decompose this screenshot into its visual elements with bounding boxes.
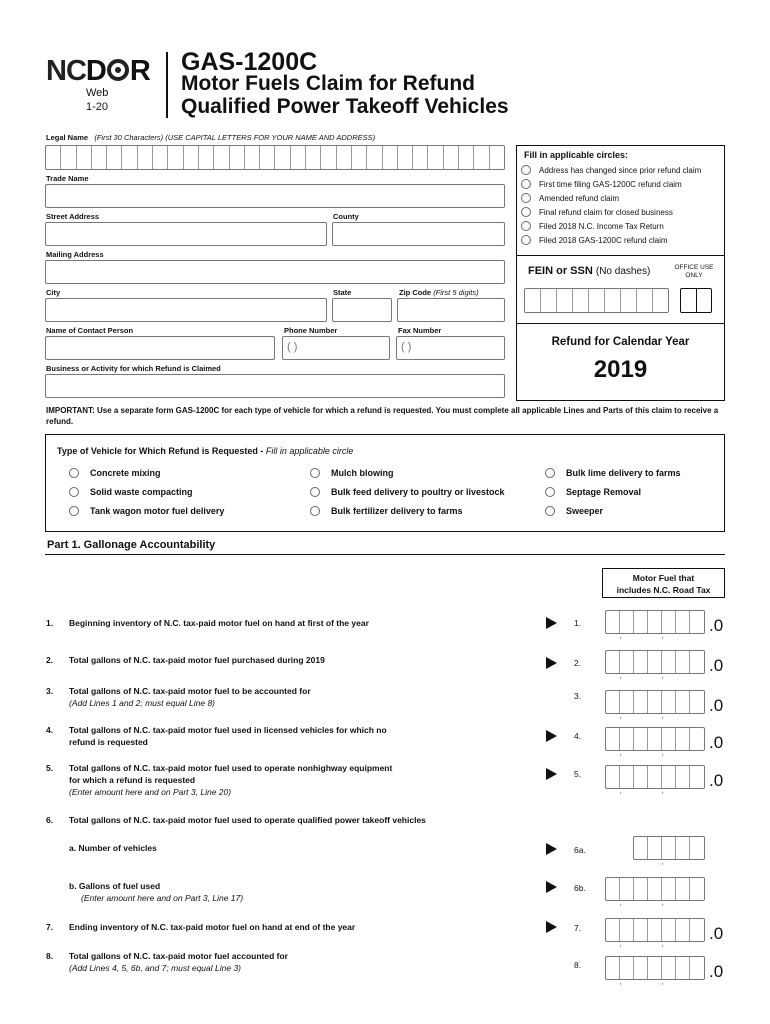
char-cell[interactable] [107, 146, 122, 169]
legal-name-label [46, 133, 375, 142]
radio-circle-icon[interactable] [545, 487, 555, 497]
line-note: (Enter amount here and on Part 3, Line 20) [69, 787, 232, 797]
digit-cell[interactable] [676, 878, 690, 900]
char-cell[interactable] [275, 146, 290, 169]
amount-input[interactable] [605, 650, 705, 674]
digit-cell[interactable] [634, 728, 648, 750]
digit-cell[interactable] [690, 837, 704, 859]
fein-note: (No dashes) [595, 266, 651, 277]
digit-cell[interactable] [690, 766, 704, 788]
ncdor-logo [46, 55, 150, 88]
form-title-line1: Motor Fuels Claim for Refund [181, 72, 475, 95]
digit-cell[interactable] [676, 691, 690, 713]
digit-cell[interactable] [690, 611, 704, 633]
circle-option[interactable] [517, 177, 724, 191]
vehicle-type-note: Fill in applicable circle [265, 446, 354, 456]
char-cell[interactable] [428, 146, 443, 169]
amount-input[interactable] [605, 956, 705, 980]
line-note: (Add Lines 1 and 2; must equal Line 8) [69, 698, 216, 708]
digit-cell[interactable] [676, 728, 690, 750]
char-cell[interactable] [490, 146, 504, 169]
digit-cell[interactable] [620, 691, 634, 713]
radio-circle-icon[interactable] [310, 487, 320, 497]
char-cell[interactable] [321, 146, 336, 169]
radio-circle-icon[interactable] [521, 165, 531, 175]
line-text-main: b. Gallons of fuel used [69, 881, 161, 891]
vehicle-option[interactable] [545, 506, 603, 516]
char-cell[interactable] [367, 146, 382, 169]
line-text: Ending inventory of N.C. tax-paid motor fuel on hand at end of the year [69, 922, 356, 932]
digit-cell[interactable] [690, 919, 704, 941]
logo-o-icon [107, 59, 129, 81]
decimal-zero: .0 [709, 733, 724, 752]
county-input[interactable] [332, 222, 505, 246]
office-use-1: OFFICE USE [674, 264, 714, 271]
digit-cell[interactable] [620, 919, 634, 941]
fein-label [528, 265, 650, 277]
decimal-zero: .0 [709, 771, 724, 790]
contact-person-input[interactable] [45, 336, 275, 360]
option-label: Address has changed since prior refund claim [539, 165, 702, 175]
side-panel [516, 145, 725, 401]
fein-section [517, 256, 724, 324]
street-address-input[interactable] [45, 222, 327, 246]
circle-option[interactable] [517, 205, 724, 219]
logo-r: R [129, 55, 150, 87]
line-text [69, 762, 392, 798]
char-cell[interactable] [46, 146, 61, 169]
amount-input[interactable] [605, 765, 705, 789]
digit-cell[interactable] [662, 611, 676, 633]
arrow-right-icon [546, 768, 557, 780]
digit-cell[interactable] [606, 611, 620, 633]
fax-label: Fax Number [398, 326, 442, 335]
digit-cell[interactable] [606, 957, 620, 979]
line-number: 2. [46, 655, 54, 665]
part1-title: Part 1. Gallonage Accountability [45, 539, 725, 555]
digit-cell[interactable] [662, 837, 676, 859]
arrow-right-icon [546, 921, 557, 933]
digit-cell[interactable] [620, 651, 634, 673]
digit-cell[interactable] [648, 611, 662, 633]
digit-cell[interactable] [620, 728, 634, 750]
digit-cell[interactable] [648, 957, 662, 979]
fax-input[interactable]: ( ) [396, 336, 505, 360]
column-header-line2: includes N.C. Road Tax [616, 585, 711, 595]
arrow-right-icon [546, 730, 557, 742]
line-number: 3. [46, 686, 54, 696]
char-cell[interactable] [383, 146, 398, 169]
char-cell[interactable] [337, 146, 352, 169]
mailing-address-input[interactable] [45, 260, 505, 284]
amount-input[interactable] [605, 918, 705, 942]
line-number: 7. [46, 922, 54, 932]
line-ref: 5. [574, 769, 582, 779]
phone-label: Phone Number [284, 326, 338, 335]
digit-cell[interactable] [634, 878, 648, 900]
digit-cell[interactable] [634, 957, 648, 979]
vehicle-option-label: Solid waste compacting [90, 487, 193, 497]
line-text: a. Number of vehicles [69, 843, 157, 853]
char-cell[interactable] [621, 289, 637, 312]
char-cell[interactable] [260, 146, 275, 169]
digit-cell[interactable] [606, 766, 620, 788]
vehicle-option-label: Bulk feed delivery to poultry or livestock [331, 487, 505, 497]
char-cell[interactable] [184, 146, 199, 169]
vehicle-type-section [45, 434, 725, 532]
circles-list [517, 160, 724, 247]
contact-person-label: Name of Contact Person [46, 326, 134, 335]
refund-year-label: Refund for Calendar Year [551, 336, 690, 348]
radio-circle-icon[interactable] [521, 235, 531, 245]
digit-cell[interactable] [606, 919, 620, 941]
applicable-circles-section [517, 146, 724, 256]
radio-circle-icon[interactable] [69, 468, 79, 478]
digit-cell[interactable] [648, 651, 662, 673]
amount-input[interactable] [605, 727, 705, 751]
line-ref: 1. [574, 618, 582, 628]
digit-cell[interactable] [676, 837, 690, 859]
line-text: Total gallons of N.C. tax-paid motor fuel used to operate qualified power takeoff vehicles [69, 815, 426, 825]
char-cell[interactable] [474, 146, 489, 169]
digit-cell[interactable] [676, 651, 690, 673]
refund-year-section [517, 324, 724, 399]
line-text-main: Total gallons of N.C. tax-paid motor fuel used in licensed vehicles for which no [69, 725, 387, 735]
char-cell[interactable] [77, 146, 92, 169]
line-text: Total gallons of N.C. tax-paid motor fuel purchased during 2019 [69, 655, 325, 665]
line-text-cont: refund is requested [69, 737, 148, 747]
vehicle-option[interactable] [545, 487, 641, 497]
char-cell[interactable] [637, 289, 653, 312]
important-note: IMPORTANT: Use a separate form GAS-1200C for each type of vehicle for which a refund is requested. You must complete all applicable Lines and Parts of this claim to receive a refund. [46, 406, 719, 426]
digit-cell[interactable] [648, 691, 662, 713]
digit-cell[interactable] [606, 878, 620, 900]
vehicle-option[interactable] [310, 487, 505, 497]
radio-circle-icon[interactable] [310, 506, 320, 516]
digit-cell[interactable] [690, 728, 704, 750]
line-ref: 6a. [574, 845, 586, 855]
legal-name-input[interactable] [45, 145, 505, 170]
digit-cell[interactable] [690, 691, 704, 713]
form-title-line2: Qualified Power Takeoff Vehicles [181, 95, 509, 118]
vehicle-option-label: Septage Removal [566, 487, 642, 497]
header-divider [166, 52, 168, 118]
vehicle-option-label: Sweeper [566, 506, 604, 516]
street-address-label: Street Address [46, 212, 100, 221]
digit-cell[interactable] [662, 919, 676, 941]
column-header [602, 568, 725, 598]
digit-cell[interactable] [662, 766, 676, 788]
digit-cell[interactable] [662, 957, 676, 979]
digit-cell[interactable] [676, 919, 690, 941]
digit-cell[interactable] [634, 837, 648, 859]
office-use-box [680, 288, 712, 313]
line-note: (Add Lines 4, 5, 6b, and 7; must equal Line 3) [69, 963, 242, 973]
line-number: 6. [46, 815, 54, 825]
line-text [69, 950, 288, 974]
char-cell[interactable] [573, 289, 589, 312]
refund-year: 2019 [593, 356, 648, 383]
radio-circle-icon[interactable] [545, 506, 555, 516]
char-cell[interactable] [459, 146, 474, 169]
zip-label-text: Zip Code [399, 288, 432, 297]
business-input[interactable] [45, 374, 505, 398]
digit-cell[interactable] [620, 766, 634, 788]
line-text [69, 685, 311, 709]
web-label: Web [86, 87, 109, 99]
char-cell[interactable] [605, 289, 621, 312]
char-cell[interactable] [291, 146, 306, 169]
char-cell[interactable] [589, 289, 605, 312]
line-text: Beginning inventory of N.C. tax-paid motor fuel on hand at first of the year [69, 618, 369, 628]
line-ref: 8. [574, 960, 582, 970]
digit-cell[interactable] [662, 651, 676, 673]
decimal-zero: .0 [709, 696, 724, 715]
char-cell[interactable] [214, 146, 229, 169]
city-label: City [46, 288, 61, 297]
column-header-line1: Motor Fuel that [632, 573, 695, 583]
char-cell[interactable] [230, 146, 245, 169]
line-number: 1. [46, 618, 54, 628]
trade-name-input[interactable] [45, 184, 505, 208]
char-cell[interactable] [138, 146, 153, 169]
option-label: Amended refund claim [539, 193, 620, 203]
decimal-zero: .0 [709, 924, 724, 943]
line-number: 5. [46, 763, 54, 773]
digit-cell[interactable] [676, 766, 690, 788]
decimal-zero: .0 [709, 962, 724, 981]
fein-label-text: FEIN or SSN [528, 265, 593, 277]
amount-input[interactable] [605, 877, 705, 901]
option-label: First time filing GAS-1200C refund claim [539, 179, 682, 189]
vehicle-option-label: Tank wagon motor fuel delivery [90, 506, 225, 516]
amount-input[interactable] [605, 690, 705, 714]
option-label: Final refund claim for closed business [539, 207, 673, 217]
radio-circle-icon[interactable] [545, 468, 555, 478]
zip-note: (First 5 digits) [433, 288, 479, 297]
line-number: 4. [46, 725, 54, 735]
circle-option[interactable] [517, 191, 724, 205]
line-ref: 3. [574, 691, 582, 701]
char-cell[interactable] [525, 289, 541, 312]
digit-cell[interactable] [620, 957, 634, 979]
option-label: Filed 2018 GAS-1200C refund claim [539, 235, 668, 245]
digit-cell[interactable] [634, 611, 648, 633]
option-label: Filed 2018 N.C. Income Tax Return [539, 221, 664, 231]
line-text-main: Total gallons of N.C. tax-paid motor fuel used to operate nonhighway equipment [69, 763, 393, 773]
line-ref: 4. [574, 731, 582, 741]
arrow-right-icon [546, 843, 557, 855]
digit-cell[interactable] [634, 691, 648, 713]
amount-input[interactable] [605, 610, 705, 634]
vehicle-type-title-text: Type of Vehicle for Which Refund is Requested - [57, 446, 266, 456]
line-text-main: Total gallons of N.C. tax-paid motor fuel accounted for [69, 951, 288, 961]
digit-cell[interactable] [606, 651, 620, 673]
radio-circle-icon[interactable] [521, 179, 531, 189]
trade-name-label: Trade Name [46, 174, 89, 183]
char-cell[interactable] [653, 289, 668, 312]
radio-circle-icon[interactable] [69, 487, 79, 497]
char-cell[interactable] [122, 146, 137, 169]
digit-cell[interactable] [690, 957, 704, 979]
digit-cell[interactable] [606, 691, 620, 713]
vehicle-option[interactable] [69, 468, 161, 478]
char-cell[interactable] [153, 146, 168, 169]
line-note: (Enter amount here and on Part 3, Line 17) [81, 893, 244, 903]
digit-cell[interactable] [676, 957, 690, 979]
logo-nc: NC [46, 55, 86, 87]
circle-option[interactable] [517, 163, 724, 177]
digit-cell[interactable] [620, 878, 634, 900]
vehicle-option-label: Bulk lime delivery to farms [566, 468, 681, 478]
digit-cell[interactable] [634, 919, 648, 941]
vehicle-count-input[interactable] [633, 836, 705, 860]
char-cell[interactable] [306, 146, 321, 169]
zip-label [399, 288, 479, 297]
line-text [69, 880, 243, 904]
state-input[interactable] [332, 298, 392, 322]
line-number: 8. [46, 951, 54, 961]
decimal-zero: .0 [709, 616, 724, 635]
legal-name-note: (First 30 Characters) (USE CAPITAL LETTERS FOR YOUR NAME AND ADDRESS) [94, 133, 376, 142]
digit-cell[interactable] [662, 728, 676, 750]
vehicle-option[interactable] [310, 506, 463, 516]
line-ref: 2. [574, 658, 582, 668]
line-ref: 6b. [574, 883, 586, 893]
form-number: GAS-1200C [181, 48, 318, 76]
phone-input[interactable]: ( ) [282, 336, 390, 360]
digit-cell[interactable] [690, 651, 704, 673]
arrow-right-icon [546, 881, 557, 893]
char-cell[interactable] [444, 146, 459, 169]
decimal-zero: .0 [709, 656, 724, 675]
county-label: County [333, 212, 359, 221]
char-cell[interactable] [398, 146, 413, 169]
digit-cell[interactable] [620, 611, 634, 633]
vehicle-option-label: Mulch blowing [331, 468, 394, 478]
char-cell[interactable] [413, 146, 428, 169]
vehicle-option[interactable] [69, 487, 193, 497]
legal-name-label-text: Legal Name [46, 133, 89, 142]
radio-circle-icon[interactable] [521, 193, 531, 203]
char-cell[interactable] [541, 289, 557, 312]
radio-circle-icon[interactable] [69, 506, 79, 516]
fein-input[interactable] [524, 288, 669, 313]
digit-cell[interactable] [690, 878, 704, 900]
line-text-cont: for which a refund is requested [69, 775, 196, 785]
circle-option[interactable] [517, 233, 724, 247]
line-text-main: Total gallons of N.C. tax-paid motor fuel to be accounted for [69, 686, 311, 696]
digit-cell[interactable] [648, 728, 662, 750]
vehicle-option[interactable] [69, 506, 224, 516]
digit-cell[interactable] [648, 919, 662, 941]
circles-title: Fill in applicable circles: [524, 150, 629, 160]
vehicle-option-label: Concrete mixing [90, 468, 161, 478]
digit-cell[interactable] [634, 651, 648, 673]
char-cell[interactable] [245, 146, 260, 169]
radio-circle-icon[interactable] [521, 207, 531, 217]
char-cell[interactable] [168, 146, 183, 169]
city-input[interactable] [45, 298, 327, 322]
digit-cell[interactable] [634, 766, 648, 788]
digit-cell[interactable] [648, 878, 662, 900]
char-cell[interactable] [92, 146, 107, 169]
business-label: Business or Activity for which Refund is Claimed [46, 364, 221, 373]
office-use-label [669, 264, 719, 280]
logo-d: D [85, 55, 106, 87]
digit-cell[interactable] [662, 878, 676, 900]
vehicle-type-title [57, 446, 353, 456]
web-version [86, 86, 108, 114]
arrow-right-icon [546, 657, 557, 669]
line-text [69, 724, 387, 748]
digit-cell[interactable] [648, 766, 662, 788]
vehicle-option-label: Bulk fertilizer delivery to farms [331, 506, 463, 516]
digit-cell[interactable] [606, 728, 620, 750]
arrow-right-icon [546, 617, 557, 629]
radio-circle-icon[interactable] [310, 468, 320, 478]
radio-circle-icon[interactable] [521, 221, 531, 231]
digit-cell[interactable] [662, 691, 676, 713]
digit-cell[interactable] [648, 837, 662, 859]
office-use-2: ONLY [685, 272, 703, 279]
digit-cell[interactable] [676, 611, 690, 633]
mailing-address-label: Mailing Address [46, 250, 104, 259]
vehicle-option[interactable] [545, 468, 681, 478]
zip-input[interactable] [397, 298, 505, 322]
char-cell[interactable] [557, 289, 573, 312]
circle-option[interactable] [517, 219, 724, 233]
version-label: 1-20 [86, 101, 109, 113]
char-cell[interactable] [352, 146, 367, 169]
char-cell[interactable] [199, 146, 214, 169]
state-label: State [333, 288, 352, 297]
char-cell[interactable] [61, 146, 76, 169]
line-ref: 7. [574, 923, 582, 933]
vehicle-option[interactable] [310, 468, 394, 478]
